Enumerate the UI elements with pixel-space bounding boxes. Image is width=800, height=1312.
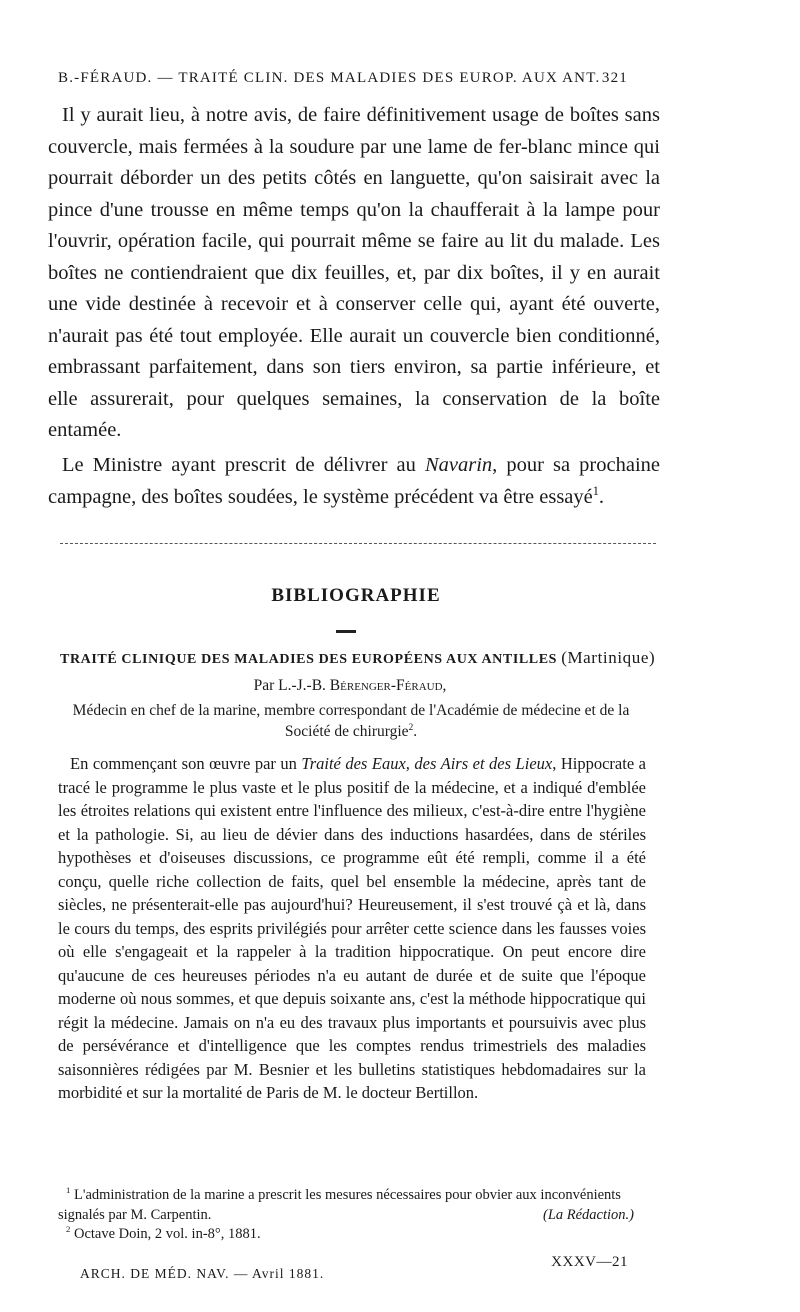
footnote-2-mark: 2 <box>66 1224 71 1235</box>
footnote-1-text: L'administration de la marine a prescrit les mesures nécessaires pour obvier aux inconvénients signalés par M. Carpentin. <box>58 1187 621 1223</box>
review-body: , Hippocrate a tracé le programme le plus vaste et le plus positif de la médecine, et a indiqué d'emblée les étroites relations qui existent entre l'influence des milieux, c'est-à-dire entre l'hygiène et la pathologie. Si, au lieu de dévier dans des inductions hasardées, dans de stériles hypothèses et d'oiseuses discussions, ce programme eût été rempli, comme il a été conçu, quelle riche collection de faits, quel bel ensemble la médecine, après tant de siècles, ne présenterait-elle pas aujourd'hui? Heureusement, il s'est trouvé çà et là, dans le cours du temps, des esprits privilégiés pour arrêter cette science dans les fausses voies où elle s'engageait et la rappeler à la tradition hippocratique. On peut encore dire qu'aucune de ces heureuses périodes n'a eu autant de durée et de suite que l'époque moderne où nous sommes, et que depuis soixante ans, c'est la méthode hippocratique qui régit la médecine. Jamais on n'a eu des travaux plus importants et poursuivis avec plus de persévérance et d'intelligence que les comptes rendus trimestriels des maladies saisonnières rédigées par M. Besnier et les bulletins statistiques hebdomadaires sur la morbidité et sur la mortalité de Paris de M. le docteur Bertillon. <box>58 754 646 1102</box>
running-header <box>58 70 628 87</box>
page-number: 321 <box>601 70 628 86</box>
author-prefix: Par L.-J.-B. <box>253 677 330 694</box>
title-dash <box>336 630 356 633</box>
author-affiliation <box>60 700 642 742</box>
footnote-2-text: Octave Doin, 2 vol. in-8°, 1881. <box>73 1226 261 1242</box>
lead-paragraph-2-middle: , pour sa prochaine campagne, des boîtes soudées, le système précédent va être essayé <box>48 454 660 508</box>
footnote-2 <box>58 1225 642 1245</box>
page-footer <box>80 1254 628 1282</box>
book-title-text: TRAITÉ CLINIQUE DES MALADIES DES EUROPÉENS AUX ANTILLES <box>60 652 558 667</box>
footnotes <box>58 1186 642 1245</box>
section-title: BIBLIOGRAPHIE <box>271 585 441 606</box>
footnote-1 <box>58 1186 642 1225</box>
book-title <box>60 648 656 668</box>
journal-line: ARCH. DE MÉD. NAV. — Avril 1881. <box>80 1266 325 1281</box>
affiliation-text: Médecin en chef de la marine, membre correspondant de l'Académie de médecine et de la Société de chirurgie <box>72 702 630 740</box>
signature-mark: XXXV—21 <box>551 1254 628 1270</box>
affiliation-end: . <box>413 723 418 740</box>
review-start: En commençant son œuvre par un <box>70 754 302 773</box>
footnote-ref-2: 2 <box>408 722 414 733</box>
book-title-place: (Martinique) <box>561 648 656 667</box>
hippocrates-work: Traité des Eaux, des Airs et des Lieux <box>301 754 553 773</box>
ship-name: Navarin <box>424 454 493 476</box>
section-divider <box>60 543 656 544</box>
review-paragraph <box>58 752 646 1105</box>
lead-paragraph-2 <box>48 450 660 513</box>
lead-paragraph-2-end: . <box>598 485 605 508</box>
lead-paragraph-1: Il y aurait lieu, à notre avis, de faire définitivement usage de boîtes sans couvercle, mais fermées à la soudure par une lame de fer-blanc mince qui pourrait déborder un des petits côtés en languette, qu'on saisirait avec la pince d'une trousse en même temps qu'on la chaufferait à la lampe pour l'ouvrir, opération facile, qui pourrait même se faire au lit du malade. Les boîtes ne contiendraient que dix feuilles, et, par dix boîtes, il y en aurait une vide destinée à recevoir et à conserver celle qui, ayant été ouverte, n'aurait pas été tout employée. Elle aurait un couvercle bien conditionné, embrassant parfaitement, dans son tiers environ, sa partie inférieure, et elle assurerait, pour quelques semaines, la conservation de la boîte entamée. <box>48 104 660 441</box>
footnote-1-attribution: (La Rédaction.) <box>542 1206 634 1223</box>
lead-paragraph-2-start: Le Ministre ayant prescrit de délivrer au <box>62 454 425 476</box>
book-author <box>60 677 640 695</box>
footnote-ref-1: 1 <box>592 483 599 498</box>
footnote-1-mark: 1 <box>66 1185 71 1196</box>
author-name: Bérenger-Féraud, <box>329 677 447 694</box>
running-title: B.-FÉRAUD. — TRAITÉ CLIN. DES MALADIES DES EUROP. AUX ANT. <box>58 70 601 86</box>
